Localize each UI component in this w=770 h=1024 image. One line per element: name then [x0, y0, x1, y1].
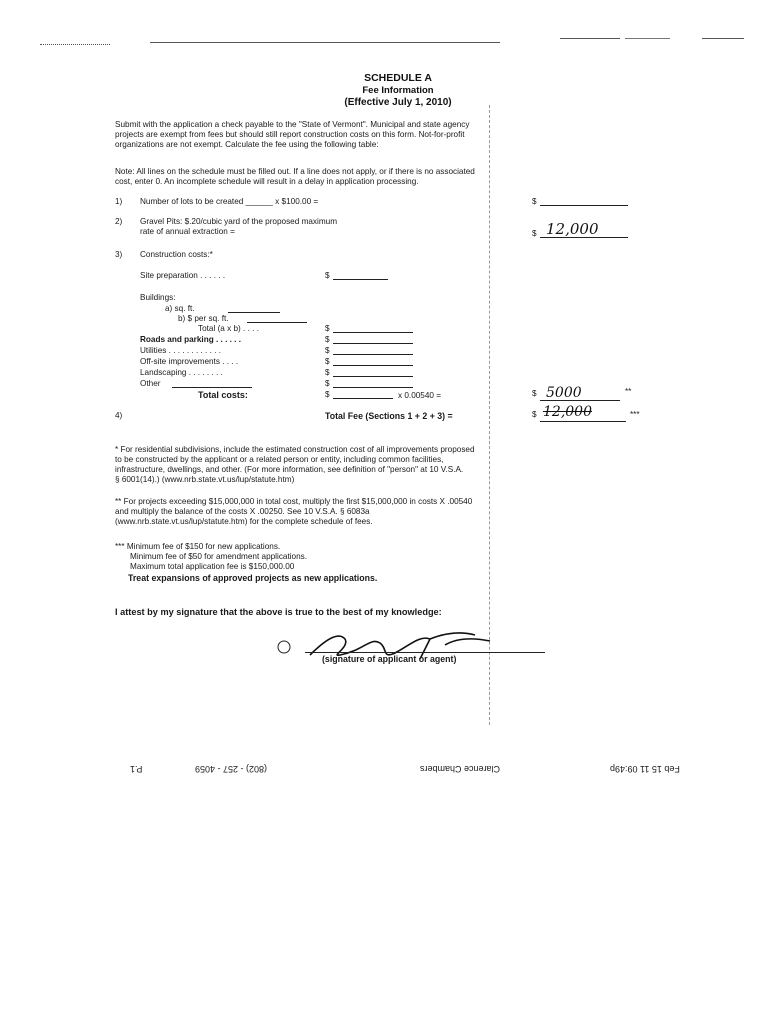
- schedule-title: SCHEDULE A: [364, 72, 432, 84]
- schedule-subtitle: Fee Information: [362, 85, 434, 96]
- total-fee-footnote-mark: ***: [630, 410, 640, 419]
- footnote-3-line-1: *** Minimum fee of $150 for new applications.: [115, 542, 281, 551]
- roads-dollar: $: [325, 335, 330, 344]
- scan-artifact-line: [625, 38, 670, 39]
- intro-line-1: Submit with the application a check payable to the "State of Vermont". Municipal and state agency: [115, 120, 470, 129]
- scan-artifact-line: [702, 38, 744, 39]
- construction-fee-dollar: $: [532, 389, 537, 398]
- footnote-1-line-4: § 6001(14).) (www.nrb.state.vt.us/lup/statute.htm): [115, 475, 295, 484]
- buildings-dollar: $: [325, 324, 330, 333]
- footnote-1-line-3: infrastructure, dwellings, and other. (For more information, see definition of "person" at 10 V.S.A.: [115, 465, 464, 474]
- landscaping-label: Landscaping . . . . . . . .: [140, 368, 223, 377]
- total-costs-multiplier: x 0.00540 =: [398, 391, 442, 400]
- fax-page-number: P.1: [130, 764, 143, 774]
- gravel-label-1: Gravel Pits: $.20/cubic yard of the proposed maximum: [140, 217, 338, 226]
- signature-line: [305, 652, 545, 653]
- fax-sender-name: Clarence Chambers: [420, 764, 501, 774]
- footnote-2-line-2: and multiply the balance of the costs X .00250. See 10 V.S.A. § 6083a: [115, 507, 370, 516]
- scan-artifact-line: [40, 44, 110, 45]
- site-prep-dollar: $: [325, 271, 330, 280]
- footnote-3-line-3: Maximum total application fee is $150,000.00: [130, 562, 295, 571]
- buildings-total-label: Total (a x b) . . . .: [198, 324, 259, 333]
- roads-line: [333, 343, 413, 344]
- utilities-dollar: $: [325, 346, 330, 355]
- item-number-4: 4): [115, 411, 123, 420]
- site-prep-line: [333, 279, 388, 280]
- note-line-1: Note: All lines on the schedule must be filled out. If a line does not apply, or if there is no associated: [115, 167, 475, 176]
- scan-artifact-line: [150, 42, 500, 43]
- roads-label: Roads and parking . . . . . .: [140, 335, 241, 344]
- fax-date: Feb 15 11 09:49p: [610, 764, 680, 774]
- total-fee-handwritten: 12,000: [543, 404, 592, 420]
- landscaping-dollar: $: [325, 368, 330, 377]
- fax-phone-number: (802) - 257 - 4059: [195, 764, 268, 774]
- lots-dollar-sign: $: [532, 197, 537, 206]
- offsite-dollar: $: [325, 357, 330, 366]
- buildings-sqft-line: [228, 312, 280, 313]
- site-prep-label: Site preparation . . . . . .: [140, 271, 226, 280]
- other-line: [333, 387, 413, 388]
- schedule-effective-date: (Effective July 1, 2010): [344, 97, 452, 108]
- gravel-label-2: rate of annual extraction =: [140, 227, 235, 236]
- lots-fee-line: [540, 205, 628, 206]
- item-number-2: 2): [115, 217, 123, 226]
- other-dollar: $: [325, 379, 330, 388]
- intro-line-2: projects are exempt from fees but should still report construction costs on this form. Not-for-profit: [115, 130, 465, 139]
- gravel-fee-handwritten: 12,000: [546, 220, 599, 238]
- landscaping-line: [333, 376, 413, 377]
- total-fee-line: [540, 421, 626, 422]
- buildings-total-line: [333, 332, 413, 333]
- note-line-2: cost, enter 0. An incomplete schedule will result in a delay in application processing.: [115, 177, 419, 186]
- buildings-label: Buildings:: [140, 293, 176, 302]
- buildings-price-label: b) $ per sq. ft.: [178, 314, 229, 323]
- footnote-3-line-4: Treat expansions of approved projects as new applications.: [128, 573, 378, 583]
- utilities-label: Utilities . . . . . . . . . . . .: [140, 346, 221, 355]
- scan-artifact-line: [560, 38, 620, 39]
- attestation-text: I attest by my signature that the above is true to the best of my knowledge:: [115, 607, 442, 617]
- item-number-3: 3): [115, 250, 123, 259]
- construction-fee-line: [540, 400, 620, 401]
- other-label: Other: [140, 379, 161, 388]
- utilities-line: [333, 354, 413, 355]
- buildings-price-line: [247, 322, 307, 323]
- gravel-dollar-sign: $: [532, 229, 537, 238]
- total-costs-line: [333, 398, 393, 399]
- offsite-label: Off-site improvements . . . .: [140, 357, 239, 366]
- construction-fee-handwritten: 5000: [546, 385, 582, 401]
- signature-caption: (signature of applicant or agent): [322, 654, 457, 664]
- buildings-sqft-label: a) sq. ft.: [165, 304, 195, 313]
- footnote-3-line-2: Minimum fee of $50 for amendment applications.: [130, 552, 308, 561]
- footnote-2-line-1: ** For projects exceeding $15,000,000 in total cost, multiply the first $15,000,000 in costs X .00540: [115, 497, 473, 506]
- total-costs-dollar: $: [325, 390, 330, 399]
- total-fee-dollar: $: [532, 410, 537, 419]
- footnote-1-line-2: to be constructed by the applicant or a related person or entity, including common facilities,: [115, 455, 444, 464]
- lots-label: Number of lots to be created ______ x $100.00 =: [140, 197, 319, 206]
- footnote-1-line-1: * For residential subdivisions, include the estimated construction cost of all improvements proposed: [115, 445, 475, 454]
- total-fee-label: Total Fee (Sections 1 + 2 + 3) =: [325, 411, 453, 421]
- offsite-line: [333, 365, 413, 366]
- construction-fee-footnote-mark: **: [625, 387, 632, 396]
- gravel-fee-line: [540, 237, 628, 238]
- total-costs-label: Total costs:: [198, 390, 248, 400]
- construction-costs-label: Construction costs:*: [140, 250, 213, 259]
- item-number-1: 1): [115, 197, 123, 206]
- intro-line-3: organizations are not exempt. Calculate the fee using the following table:: [115, 140, 379, 149]
- footnote-2-line-3: (www.nrb.state.vt.us/lup/statute.htm) for the complete schedule of fees.: [115, 517, 373, 526]
- other-description-line: [172, 387, 252, 388]
